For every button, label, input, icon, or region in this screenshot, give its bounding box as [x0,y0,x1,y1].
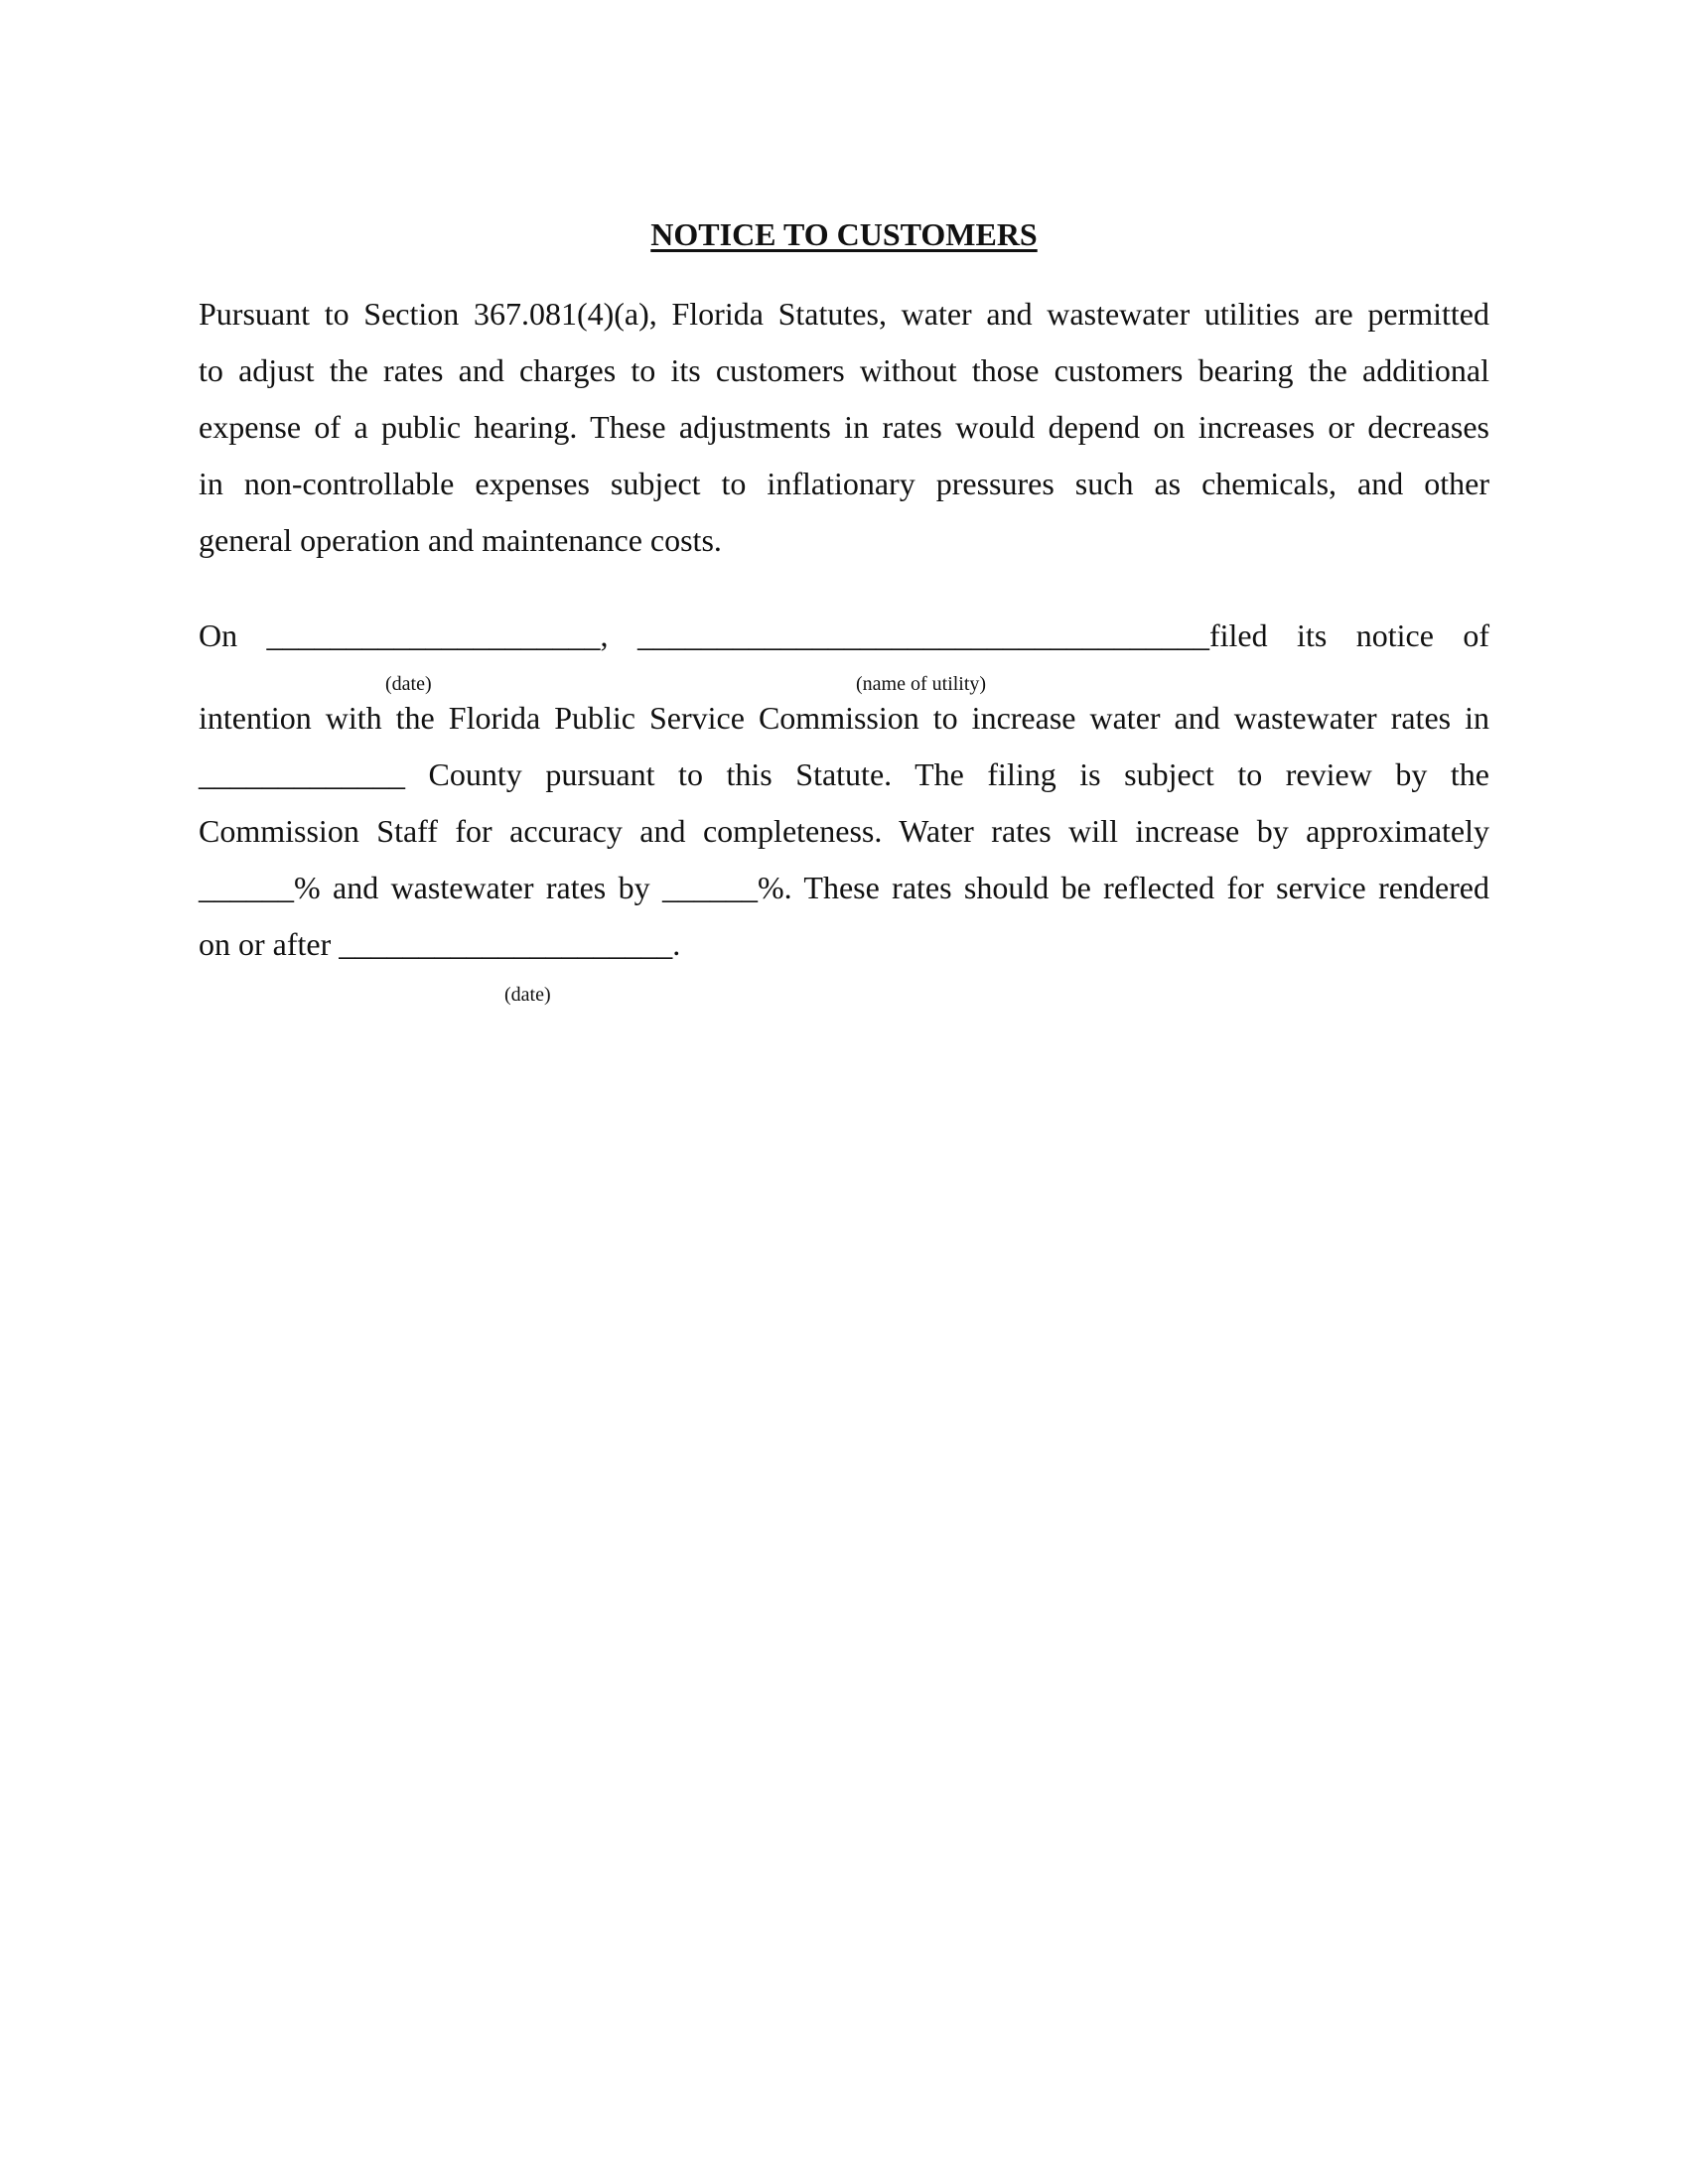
paragraph-line: to adjust the rates and charges to its customers without those customers bearing the additional [199,352,1489,388]
paragraph-line-with-blanks: _____________ County pursuant to this Statute. The filing is subject to review by the [199,756,1489,792]
date-caption: (date) [385,673,432,695]
paragraph-line: expense of a public hearing. These adjustments in rates would depend on increases or decreases [199,409,1489,445]
paragraph-line-with-blanks: ______% and wastewater rates by ______%. These rates should be reflected for service rendered [199,870,1489,905]
paragraph-line: general operation and maintenance costs. [199,522,722,558]
paragraph-line: Pursuant to Section 367.081(4)(a), Florida Statutes, water and wastewater utilities are permitted [199,296,1489,332]
paragraph-line: intention with the Florida Public Service Commission to increase water and wastewater rates in [199,700,1489,736]
paragraph-line-with-blanks: on or after _____________________. [199,926,681,962]
paragraph-line: Commission Staff for accuracy and completeness. Water rates will increase by approximately [199,813,1489,849]
paragraph-line-with-blanks: On _____________________, ____________________________________filed its notice of [199,617,1489,653]
utility-name-caption: (name of utility) [856,673,987,695]
notice-title: NOTICE TO CUSTOMERS [650,216,1038,252]
date-caption: (date) [504,984,551,1006]
paragraph-line: in non-controllable expenses subject to inflationary pressures such as chemicals, and other [199,466,1489,501]
